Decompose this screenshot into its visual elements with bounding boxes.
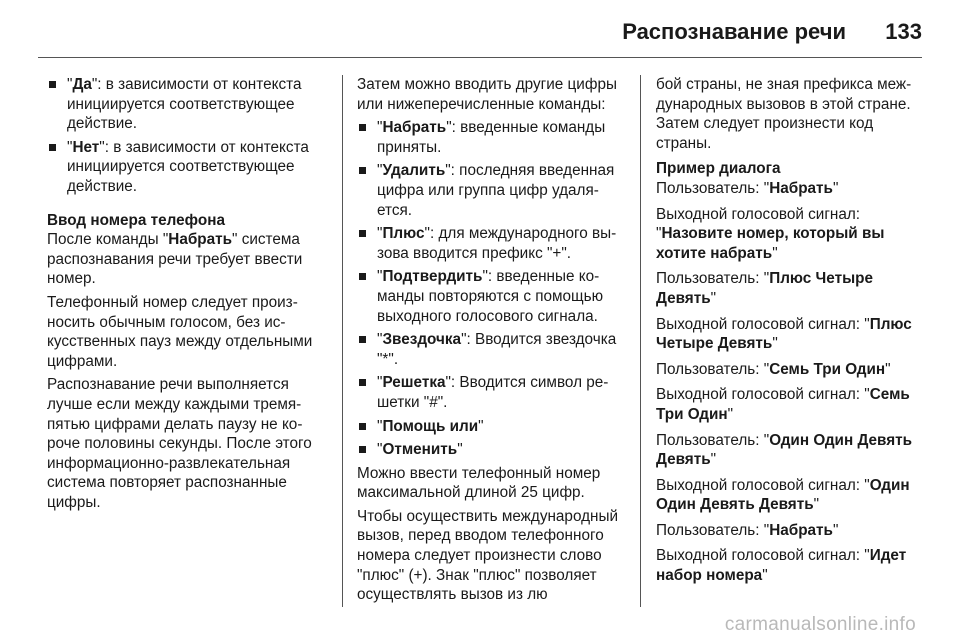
column-3 xyxy=(656,75,924,592)
bullet-item: "Подтвердить": введенные команды повторяются с помощью выходного голосового сигнала. xyxy=(357,267,625,326)
bullet-item: "Удалить": последняя введенная цифра или группа цифр удаляется. xyxy=(357,161,625,220)
paragraph: Затем можно вводить другие цифры или нижеперечисленные команды: xyxy=(357,76,617,113)
column-1 xyxy=(47,75,327,516)
bullet-item: "Набрать": введенные команды приняты. xyxy=(357,118,625,157)
paragraph: Можно ввести телефонный номер максимальной длиной 25 цифр. xyxy=(357,464,601,502)
bullet-item: "Помощь или" xyxy=(357,417,625,437)
dialog-line: Выходной голосовой сигнал: "Один Один Девять Девять" xyxy=(656,476,910,514)
bullet-item: "Решетка": Вводится символ решетки "#". xyxy=(357,373,625,412)
paragraph: Чтобы осуществить международный вызов, перед вводом телефонного номера следует произнести слово "плюс" (+). Знак "плюс" позволяет осуществлять вызов из лю xyxy=(357,507,619,604)
dialog-line: Пользователь: "Набрать" xyxy=(656,179,839,197)
column-2 xyxy=(357,75,625,609)
bullet-item: "Нет": в зависимости от контекста инициируется соответствующее действие. xyxy=(47,138,327,197)
page-number: 133 xyxy=(885,19,922,44)
page-title: Распознавание речи xyxy=(622,19,846,44)
column-divider-2 xyxy=(640,75,641,607)
bullet-item: "Плюс": для международного вызова вводится префикс "+". xyxy=(357,224,625,263)
section-heading: Ввод номера телефона xyxy=(47,211,225,229)
dialog-line: Выходной голосовой сигнал: "Назовите номер, который вы хотите набрать" xyxy=(656,205,885,262)
dialog-line: Пользователь: "Плюс Четыре Девять" xyxy=(656,270,873,307)
bullet-item: "Звездочка": Вводится звездочка "*". xyxy=(357,330,625,369)
watermark: carmanualsonline.info xyxy=(724,614,916,635)
dialog-line: Пользователь: "Семь Три Один" xyxy=(656,360,891,378)
dialog-line: Выходной голосовой сигнал: "Идет набор номера" xyxy=(656,547,907,585)
bullet-item: "Да": в зависимости от контекста инициируется соответствующее действие. xyxy=(47,75,327,134)
dialog-line: Пользователь: "Набрать" xyxy=(656,521,839,539)
header-divider xyxy=(38,57,922,58)
dialog-line: Выходной голосовой сигнал: "Семь Три Один" xyxy=(656,386,910,423)
column-divider-1 xyxy=(342,75,343,607)
paragraph: Распознавание речи выполняется лучше если между каждыми тремя-пятью цифрами делать паузу не короче половины секунды. После этого информационно-развлекательная система повторяет распознанные цифры. xyxy=(47,376,312,511)
dialog-line: Пользователь: "Один Один Девять Девять" xyxy=(656,431,913,469)
paragraph: бой страны, не зная префикса международных вызовов в этой стране. Затем следует произнести код страны. xyxy=(656,76,912,152)
paragraph: Телефонный номер следует произносить обычным голосом, без искусственных пауз между отдельными цифрами. xyxy=(47,293,313,370)
dialog-line: Выходной голосовой сигнал: "Плюс Четыре Девять" xyxy=(656,315,912,353)
paragraph: После команды "Набрать" система распознавания речи требует ввести номер. xyxy=(47,231,303,288)
bullet-item: "Отменить" xyxy=(357,440,625,460)
section-heading: Пример диалога xyxy=(656,160,781,178)
